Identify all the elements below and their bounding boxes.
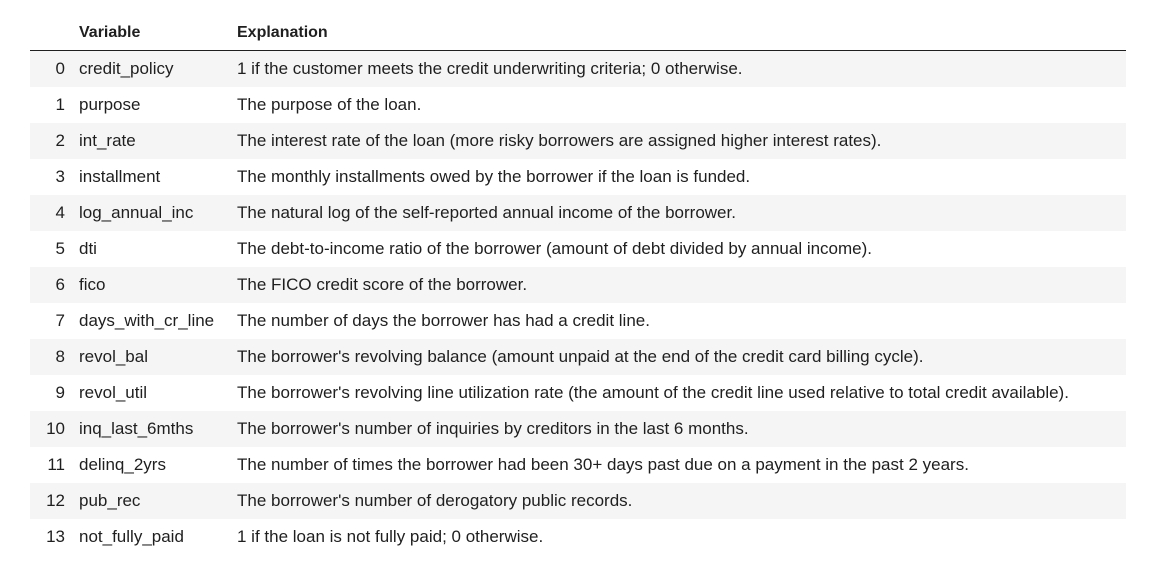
variable-cell: inq_last_6mths <box>79 418 194 438</box>
variable-cell: revol_util <box>79 382 148 402</box>
explanation-cell: The number of times the borrower had been 30+ days past due on a payment in the past 2 years. <box>237 454 969 474</box>
variable-cell: revol_bal <box>79 346 148 366</box>
explanation-cell: The number of days the borrower has had a credit line. <box>237 310 650 330</box>
table-row <box>30 231 1126 267</box>
explanation-cell: The borrower's number of derogatory public records. <box>237 490 633 510</box>
table-row <box>30 447 1126 483</box>
table-row <box>30 267 1126 303</box>
row-index-cell: 3 <box>55 166 65 186</box>
row-index-cell: 12 <box>46 490 65 510</box>
table-row <box>30 87 1126 123</box>
variable-cell: pub_rec <box>79 490 141 510</box>
explanation-cell: 1 if the customer meets the credit underwriting criteria; 0 otherwise. <box>237 58 743 78</box>
explanation-cell: The borrower's revolving line utilization rate (the amount of the credit line used relative to total credit available). <box>237 382 1069 402</box>
row-index-cell: 6 <box>55 274 65 294</box>
row-index-cell: 13 <box>46 526 65 546</box>
variable-column-header: Variable <box>73 15 233 51</box>
row-index-cell: 7 <box>55 310 65 330</box>
explanation-cell: The borrower's number of inquiries by creditors in the last 6 months. <box>237 418 749 438</box>
explanation-cell: The FICO credit score of the borrower. <box>237 274 528 294</box>
explanation-cell: The interest rate of the loan (more risky borrowers are assigned higher interest rates). <box>237 130 882 150</box>
explanation-cell: The monthly installments owed by the borrower if the loan is funded. <box>237 166 751 186</box>
table-row <box>30 303 1126 339</box>
row-index-cell: 11 <box>47 454 65 474</box>
row-index-cell: 4 <box>55 202 65 222</box>
table-row <box>30 159 1126 195</box>
variable-cell: credit_policy <box>79 58 174 78</box>
variable-cell: fico <box>79 274 106 294</box>
row-index-cell: 8 <box>55 346 65 366</box>
table-row <box>30 51 1126 87</box>
table-row <box>30 483 1126 519</box>
table-row <box>30 411 1126 447</box>
variables-table <box>30 15 1126 555</box>
variable-cell: not_fully_paid <box>79 526 184 546</box>
row-index-cell: 1 <box>55 94 65 114</box>
table-row <box>30 519 1126 555</box>
table-row <box>30 375 1126 411</box>
index-column-header <box>30 15 73 51</box>
row-index-cell: 2 <box>55 130 65 150</box>
explanation-cell: The purpose of the loan. <box>237 94 422 114</box>
dataframe-output <box>30 15 1126 555</box>
variable-cell: purpose <box>79 94 141 114</box>
row-index-cell: 9 <box>55 382 65 402</box>
row-index-cell: 10 <box>46 418 65 438</box>
variable-cell: int_rate <box>79 130 136 150</box>
explanation-cell: The borrower's revolving balance (amount unpaid at the end of the credit card billing cycle). <box>237 346 924 366</box>
variable-cell: dti <box>79 238 97 258</box>
explanation-cell: The debt-to-income ratio of the borrower (amount of debt divided by annual income). <box>237 238 873 258</box>
table-row <box>30 123 1126 159</box>
explanation-cell: The natural log of the self-reported annual income of the borrower. <box>237 202 736 222</box>
explanation-column-header: Explanation <box>233 15 1126 51</box>
variable-cell: days_with_cr_line <box>79 310 215 330</box>
variable-cell: installment <box>79 166 161 186</box>
variable-cell: delinq_2yrs <box>79 454 166 474</box>
row-index-cell: 5 <box>55 238 65 258</box>
explanation-cell: 1 if the loan is not fully paid; 0 otherwise. <box>237 526 544 546</box>
header-row <box>30 15 1126 51</box>
variable-cell: log_annual_inc <box>79 202 194 222</box>
row-index-cell: 0 <box>55 58 65 78</box>
table-body <box>30 51 1126 555</box>
table-row <box>30 339 1126 375</box>
table-header <box>30 15 1126 51</box>
table-row <box>30 195 1126 231</box>
